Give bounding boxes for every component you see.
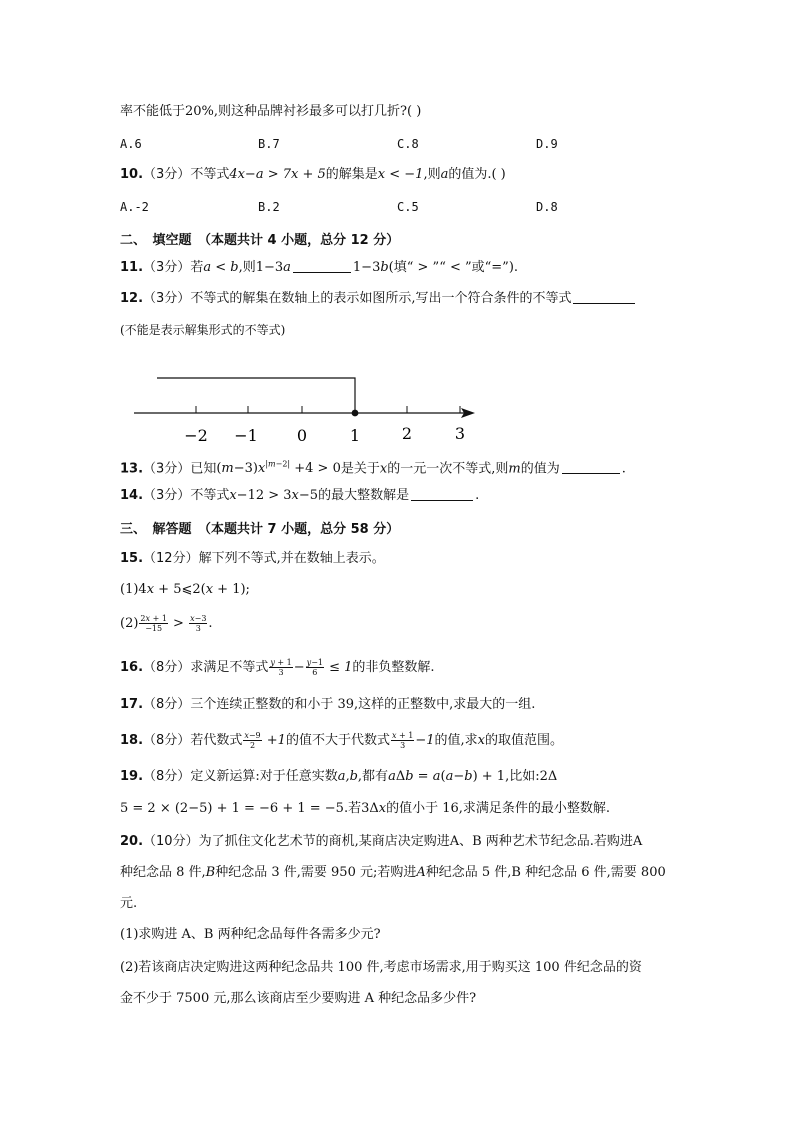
q14-number: 14. <box>120 488 144 503</box>
q10-text: 不等式 <box>190 167 230 182</box>
q12-note: (不能是表示解集形式的不等式) <box>120 323 286 337</box>
q15-part1 <box>120 580 250 600</box>
q11-math: 1−3a <box>255 260 291 275</box>
q10-inequality: 4x−a > 7x + 5 <box>229 167 326 182</box>
q20-line2: 种纪念品 8 件,B种纪念品 3 件,需要 950 元;若购进A种纪念品 5 件,B 种纪念品 6 件,需要 800 <box>120 865 666 880</box>
q10-var: a <box>440 167 449 182</box>
q9-option-a: A.6 <box>120 137 142 151</box>
q19-number: 19. <box>120 769 144 784</box>
q13-points: （3分） <box>143 461 191 477</box>
q15-points: （12分） <box>143 551 199 566</box>
q11-line <box>120 258 518 278</box>
q10-text: ,则 <box>423 167 441 182</box>
q13-text: 是关于 <box>340 461 380 477</box>
section-heading-fill-blank: 二、 填空题 （本题共计 4 小题，总分 12 分） <box>120 233 400 248</box>
q15-line <box>120 549 385 569</box>
q10-solution: x < −1 <box>377 167 424 182</box>
q15-math: 4x + 5⩽2(x + 1); <box>138 582 250 597</box>
q14-text: 的最大整数解是 <box>318 488 410 503</box>
q13-text: 的一元一次不等式,则 <box>387 461 509 477</box>
q16-line: 16.（8分）求满足不等式 $\frac{y + 1}{3}$ − $\frac{y-1}{6}$ ≤ 1的非负整数解. <box>120 658 435 677</box>
q13-text: 已知 <box>190 461 217 477</box>
q17-line <box>120 695 535 715</box>
q10-option-d: D.8 <box>536 200 558 214</box>
q19-text: ,比如:2Δ <box>505 769 558 784</box>
q15-text: 解下列不等式,并在数轴上表示。 <box>198 551 385 566</box>
q10-text: 的解集是 <box>325 167 378 182</box>
q19-text: .若3Δ <box>343 801 379 816</box>
q20-number: 20. <box>120 834 144 849</box>
q12-answer-blank[interactable] <box>573 289 635 304</box>
q16-text: 的非负整数解. <box>352 660 435 675</box>
q12-text: 不等式的解集在数轴上的表示如图所示,写出一个符合条件的不等式 <box>190 291 572 306</box>
q10-text: 的值为.( ) <box>448 167 506 182</box>
q19-text: 的值小于 16,求满足条件的最小整数解. <box>386 801 611 816</box>
fraction: $\frac{x + 1}{3}$ <box>391 731 414 750</box>
q11-answer-blank[interactable] <box>293 258 351 273</box>
q15-part-label: (2) <box>120 616 139 631</box>
q20-sub2: (2)若该商店决定购进这两种纪念品共 100 件,考虑市场需求,用于购买这 100 件纪念品的资 <box>120 960 642 975</box>
fraction: $\frac{y + 1}{3}$ <box>270 658 292 677</box>
q17-number: 17. <box>120 697 144 712</box>
q19-line: 19.（8分）定义新运算:对于任意实数a,b,都有aΔb = a(a−b) + 1,比如:2Δ <box>120 769 558 784</box>
q11-math: 1−3b <box>352 260 389 275</box>
q20-text: 种纪念品 5 件,B 种纪念品 6 件,需要 800 <box>425 865 666 880</box>
tick-label: 3 <box>454 424 466 443</box>
q14-line: 14.（3分）不等式x−12 > 3x−5的最大整数解是 . <box>120 488 480 503</box>
q15-part-label: (1) <box>120 582 139 597</box>
fraction: $\frac{x-9}{2}$ <box>244 731 261 750</box>
q11-text: (填“ > ”“ < ”或“=”). <box>388 260 519 275</box>
q14-points: （3分） <box>143 488 191 503</box>
q13-answer-blank[interactable] <box>562 459 620 474</box>
q14-answer-blank[interactable] <box>411 486 473 501</box>
solution-bracket <box>157 378 355 413</box>
q10-option-c: C.5 <box>397 200 419 214</box>
q15-part2: (2) $\frac{2x + 1}{-15}$ > $\frac{x-3}{3}$ . <box>120 614 213 633</box>
fraction: $\frac{x-3}{3}$ <box>190 614 207 633</box>
q20-text: 种纪念品 3 件,需要 950 元;若购进 <box>215 865 417 880</box>
q20-line <box>120 832 642 852</box>
q13-var: m <box>508 461 521 477</box>
q13-math: $(m-3)x^{|m-2|} +4 > 0$ <box>216 460 341 477</box>
q9-option-b: B.7 <box>258 137 280 151</box>
tick-label: −2 <box>184 426 208 445</box>
q11-points: （3分） <box>143 260 191 275</box>
q19-line2: 5 = 2 × (2−5) + 1 = −6 + 1 = −5.若3Δx的值小于 16,求满足条件的最小整数解. <box>120 801 611 816</box>
number-line-figure <box>130 370 480 448</box>
q18-number: 18. <box>120 733 144 748</box>
q13-text: 的值为 <box>520 461 560 477</box>
q19-text: ,都有 <box>357 769 389 784</box>
q11-text: ,则 <box>238 260 256 275</box>
q20-points: （10分） <box>143 834 199 849</box>
q12-line <box>120 289 637 309</box>
q11-math: a < b <box>203 260 239 275</box>
q13-line: 13.（3分）已知$(m-3)x^{|m-2|} +4 > 0$是关于x的一元一次不等式,则m的值为 . <box>120 460 626 477</box>
q14-text: 不等式 <box>190 488 230 503</box>
q11-text: 若 <box>190 260 204 275</box>
q10-points: （3分） <box>143 167 191 182</box>
q12-points: （3分） <box>143 291 191 306</box>
q13-number: 13. <box>120 461 144 477</box>
section-heading-answer: 三、 解答题 （本题共计 7 小题，总分 58 分） <box>120 522 400 537</box>
q10-line <box>120 165 506 185</box>
q15-number: 15. <box>120 551 144 566</box>
q18-points: （8分） <box>143 733 191 748</box>
tick-label: 0 <box>296 426 308 445</box>
fraction: $\frac{2x + 1}{-15}$ <box>140 614 167 633</box>
tick-marks <box>196 406 460 413</box>
q16-number: 16. <box>120 660 144 675</box>
q18-text: 若代数式 <box>190 733 243 748</box>
q14-math: x−12 > 3x−5 <box>229 488 319 503</box>
q10-number: 10. <box>120 167 144 182</box>
q9-option-d: D.9 <box>536 137 558 151</box>
tick-label: −1 <box>234 426 258 445</box>
q18-text: 的值,求 <box>434 733 478 748</box>
q20-text: 为了抓住文化艺术节的商机,某商店决定购进A、B 两种艺术节纪念品.若购进A <box>198 834 643 849</box>
q16-text: 求满足不等式 <box>190 660 269 675</box>
q12-number: 12. <box>120 291 144 306</box>
closed-point-marker <box>352 410 359 417</box>
q9-tail: 率不能低于20%,则这种品牌衬衫最多可以打几折?( ) <box>120 104 422 119</box>
tick-label: 1 <box>349 426 361 445</box>
q18-text: 的值不大于代数式 <box>285 733 390 748</box>
q9-option-c: C.8 <box>397 137 419 151</box>
q17-text: 三个连续正整数的和小于 39,这样的正整数中,求最大的一组. <box>190 697 536 712</box>
q18-text: 的取值范围。 <box>485 733 564 748</box>
q17-points: （8分） <box>143 697 191 712</box>
q19-text: 定义新运算:对于任意实数 <box>190 769 338 784</box>
q11-number: 11. <box>120 260 144 275</box>
q18-line: 18.（8分）若代数式 $\frac{x-9}{2}$ +1的值不大于代数式 $\frac{x + 1}{3}$ −1的值,求x的取值范围。 <box>120 731 564 750</box>
fraction: $\frac{y-1}{6}$ <box>306 658 323 677</box>
q19-points: （8分） <box>143 769 191 784</box>
tick-label: 2 <box>401 424 413 443</box>
q10-option-a: A.-2 <box>120 200 149 214</box>
q20-sub1: (1)求购进 A、B 两种纪念品每件各需多少元? <box>120 927 381 942</box>
q20-sub2-cont: 金不少于 7500 元,那么该商店至少要购进 A 种纪念品多少件? <box>120 991 477 1006</box>
q20-text: 种纪念品 8 件, <box>120 865 206 880</box>
q13-var: x <box>379 461 388 477</box>
q10-option-b: B.2 <box>258 200 280 214</box>
q20-line3: 元. <box>120 896 138 911</box>
q16-points: （8分） <box>143 660 191 675</box>
